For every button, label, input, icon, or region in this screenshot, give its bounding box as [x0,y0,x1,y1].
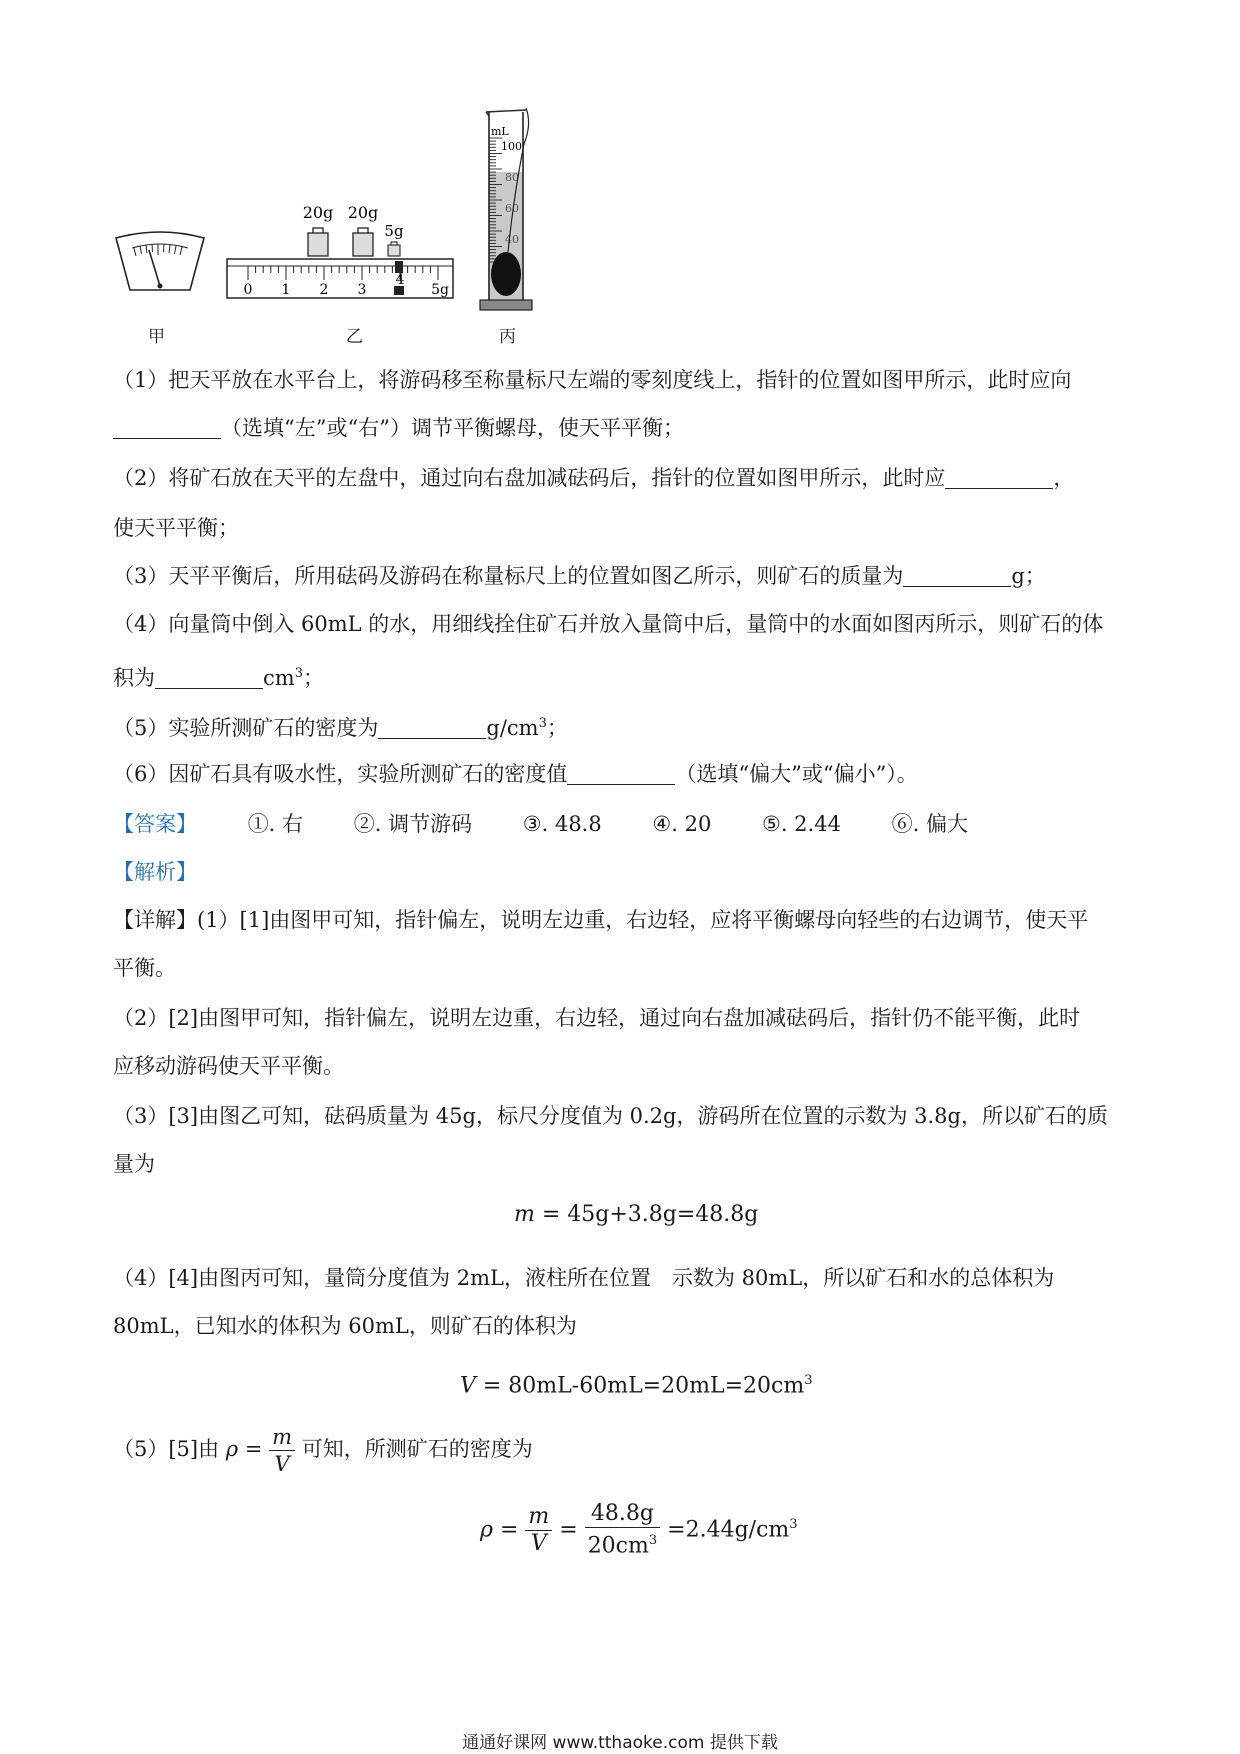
answer-tag: 【答案】 [113,812,197,836]
answer-blank-4[interactable] [155,666,263,689]
analysis-p1-line-1: 【详解】(1）[1]由图甲可知，指针偏左，说明左边重，右边轻，应将平衡螺母向轻些的右边调节，使天平 [113,908,1089,932]
weight-label-2: 20g [347,203,379,222]
answer-item-4: ④. 20 [652,812,712,836]
question-1-line-1: （1）把天平放在水平台上，将游码移至称量标尺左端的零刻度线上，指针的位置如图甲所示，此时应向 [113,368,1072,392]
page-footer: 通通好课网 www.tthaoke.com 提供下载 [462,1733,778,1753]
analysis-p1-line-2: 平衡。 [113,956,176,980]
analysis-p2-line-2: 应移动游码使天平平衡。 [113,1054,344,1078]
question-3-line: （3）天平平衡后，所用砝码及游码在称量标尺上的位置如图乙所示，则矿石的质量为 g； [113,564,1046,588]
answer-item-2: ②. 调节游码 [353,812,473,836]
scale-tick-5: 5g [431,282,449,298]
answer-blank-6[interactable] [567,762,675,785]
analysis-p4-line-1: （4）[4]由图丙可知，量筒分度值为 2mL，液柱所在位置 示数为 80mL，所以矿石和水的总体积为 [113,1266,1055,1290]
cylinder-tick-80: 80 [505,171,519,184]
formula-volume: $V = 80mL-60mL=20mL=20cm^3$ [460,1373,813,1399]
formula-mass: m = 45g+3.8g=48.8g [514,1202,759,1227]
analysis-p4-line-2: 80mL，已知水的体积为 60mL，则矿石的体积为 [113,1314,577,1338]
question-5-line: （5）实验所测矿石的密度为 $g/cm^3$； [113,716,568,740]
analysis-p3-line-2: 量为 [113,1152,155,1176]
figure-yi-weights-and-scale [222,200,462,302]
analysis-p2-line-1: （2）[2]由图甲可知，指针偏左，说明左边重，右边轻，通过向右盘加减砝码后，指针仍不能平衡，此时 [113,1006,1081,1030]
scale-tick-4: 4 [395,272,405,288]
answer-item-6: ⑥. 偏大 [891,812,968,836]
cylinder-tick-100: 100 [501,140,522,153]
question-4-line-1: （4）向量筒中倒入 60mL 的水，用细线拴住矿石并放入量筒中后，量筒中的水面如图丙所示，则矿石的体 [113,612,1104,636]
answer-item-3: ③. 48.8 [522,812,602,836]
question-2-line-1: （2）将矿石放在天平的左盘中，通过向右盘加减砝码后，指针的位置如图甲所示，此时应 ， [113,466,1075,490]
formula-density: ρ = $\frac{m}{V}$ = $\frac{48.8g}{20cm^3}$ $=2.44g/cm^3$ [480,1501,798,1559]
figure-jia-pointer-dial [110,228,210,306]
figure-bing-label: 丙 [499,327,516,347]
answer-blank-5[interactable] [378,716,486,739]
scale-tick-0: 0 [243,282,253,298]
answer-line [113,810,968,838]
analysis-p5-line: （5）[5]由 ρ = $\frac{m}{V}$ 可知，所测矿石的密度为 [113,1425,533,1476]
answer-blank-2[interactable] [945,466,1053,489]
question-6-line: （6）因矿石具有吸水性，实验所测矿石的密度值 （选填“偏大”或“偏小”）。 [113,762,918,786]
weight-5g [388,242,400,256]
weight-20g-2 [353,228,373,256]
cylinder-unit: mL [491,125,509,138]
scale-tick-3: 3 [357,282,367,298]
weight-label-1: 20g [302,203,334,222]
cylinder-tick-40: 40 [505,233,519,246]
analysis-p3-line-1: （3）[3]由图乙可知，砝码质量为 45g，标尺分度值为 0.2g，游码所在位置的示数为 3.8g，所以矿石的质 [113,1104,1108,1128]
answer-blank-3[interactable] [903,564,1011,587]
weight-label-3: 5g [384,222,404,240]
analysis-tag: 【解析】 [113,860,197,884]
figure-jia-label: 甲 [148,327,165,347]
answer-item-1: ①. 右 [247,812,304,836]
cylinder-tick-60: 60 [505,202,519,215]
weight-20g-1 [308,228,328,256]
scale-tick-1: 1 [281,282,291,298]
scale-bar [227,259,453,298]
answer-item-5: ⑤. 2.44 [762,812,841,836]
figure-yi-label: 乙 [346,327,363,347]
answer-blank-1[interactable] [113,416,221,439]
question-1-line-2: （选填“左”或“右”）调节平衡螺母，使天平平衡； [113,414,684,442]
rock [491,252,521,296]
figure-bing-graduated-cylinder [478,104,548,316]
question-2-line-2: 使天平平衡； [113,516,239,540]
scale-tick-2: 2 [319,282,329,298]
question-4-line-2: 积为 $cm^3$； [113,666,324,690]
